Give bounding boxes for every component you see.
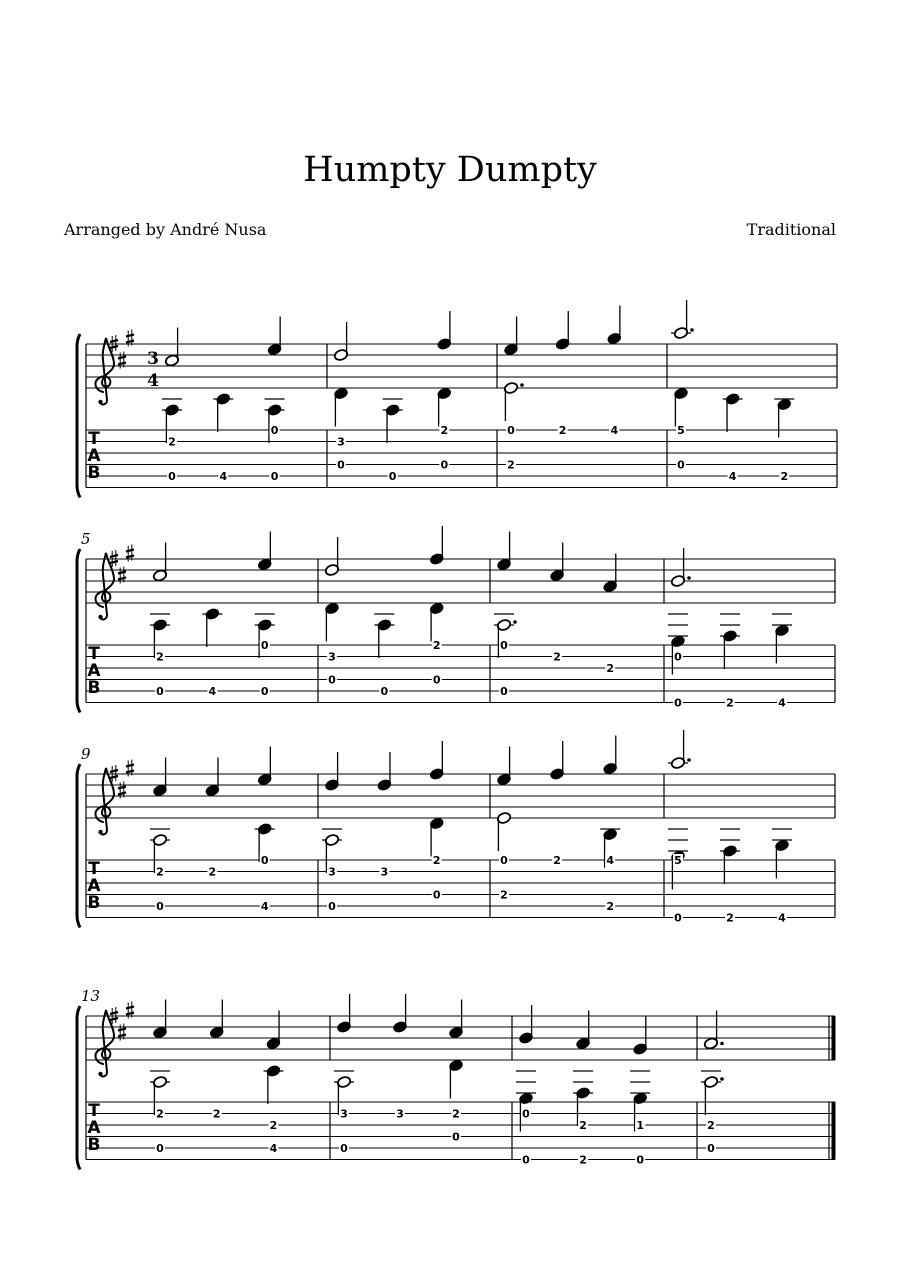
tab-fret-number: 3	[328, 865, 336, 879]
tab-clef-letter: B	[87, 1135, 101, 1155]
tab-fret-number: 5	[677, 424, 685, 437]
tab-fret-number: 0	[328, 900, 336, 913]
tab-clef-letter: B	[87, 678, 101, 698]
tab-fret-number: 4	[728, 470, 737, 483]
tab-fret-number: 0	[674, 696, 682, 710]
tab-fret-number: 2	[707, 1119, 715, 1132]
tab-fret-number: 0	[522, 1107, 530, 1121]
sharp-stroke	[118, 793, 126, 795]
tab-fret-number: 4	[208, 685, 217, 698]
sharp-stroke	[118, 363, 126, 365]
tab-fret-number: 2	[269, 1119, 278, 1132]
tab-fret-number: 2	[553, 650, 561, 664]
sharp-stroke	[110, 346, 118, 348]
sharp-stroke	[118, 357, 126, 359]
tab-fret-number: 0	[432, 673, 441, 687]
sharp-stroke	[126, 1013, 134, 1015]
system-2-m3-lower-1-dot	[513, 620, 517, 624]
tab-fret-number: 0	[636, 1153, 645, 1167]
system-bracket	[77, 764, 80, 928]
system-4-m4-upper-1-dot	[720, 1042, 724, 1046]
tab-fret-number: 2	[780, 470, 789, 483]
measure-number: 5	[81, 530, 91, 548]
tab-fret-number: 2	[606, 662, 615, 675]
sharp-stroke	[126, 1007, 134, 1009]
arranger-credit: Arranged by André Nusa	[64, 220, 267, 239]
sharp-stroke	[118, 572, 126, 574]
tab-fret-number: 2	[156, 865, 164, 879]
sharp-stroke	[110, 340, 118, 342]
system-3-m4-upper-1-dot	[687, 758, 691, 762]
system-1-m3-lower-1-dot	[520, 383, 524, 387]
tab-fret-number: 0	[388, 470, 397, 483]
tab-fret-number: 0	[440, 458, 449, 472]
tab-fret-number: 0	[260, 685, 269, 698]
tab-fret-number: 2	[168, 435, 176, 449]
tab-fret-number: 2	[208, 865, 217, 879]
sharp-stroke	[118, 1029, 126, 1031]
tab-fret-number: 0	[452, 1130, 460, 1144]
tab-fret-number: 0	[674, 650, 682, 664]
tab-fret-number: 0	[507, 424, 515, 437]
composer-credit: Traditional	[746, 220, 836, 239]
measure-number: 9	[81, 745, 91, 763]
tab-fret-number: 3	[380, 865, 389, 879]
tab-fret-number: 2	[726, 911, 734, 925]
tab-fret-number: 2	[726, 696, 734, 710]
tab-clef-letter: A	[87, 1118, 101, 1138]
tab-fret-number: 2	[432, 854, 441, 867]
tab-fret-number: 3	[396, 1107, 404, 1121]
tab-fret-number: 4	[610, 424, 619, 437]
sharp-stroke	[126, 335, 134, 337]
sharp-stroke	[118, 1035, 126, 1037]
tab-fret-number: 0	[432, 888, 441, 902]
tab-fret-number: 4	[269, 1142, 278, 1155]
tab-fret-number: 2	[507, 458, 515, 472]
tab-fret-number: 0	[380, 685, 389, 698]
treble-clef-tail	[98, 830, 102, 834]
tab-fret-number: 0	[337, 458, 345, 472]
score-title: Humpty Dumpty	[303, 150, 597, 190]
system-2-m4-upper-1-dot	[687, 576, 691, 580]
sharp-stroke	[126, 556, 134, 558]
sharp-stroke	[110, 561, 118, 563]
tab-fret-number: 2	[500, 888, 508, 902]
system-bracket	[77, 549, 80, 713]
tab-fret-number: 0	[270, 424, 279, 437]
tab-fret-number: 0	[260, 854, 269, 867]
tab-fret-number: 2	[212, 1107, 221, 1121]
tab-fret-number: 0	[156, 1142, 164, 1155]
tab-clef-letter: A	[87, 876, 101, 896]
tab-clef-letter: T	[88, 644, 100, 664]
tab-fret-number: 0	[707, 1142, 715, 1155]
sharp-stroke	[118, 787, 126, 789]
tab-fret-number: 2	[579, 1153, 587, 1167]
treble-clef-tail	[98, 400, 102, 404]
system-1-m4-upper-1-dot	[690, 328, 694, 332]
tab-fret-number: 0	[260, 639, 269, 652]
sharp-stroke	[118, 578, 126, 580]
tab-fret-number: 3	[328, 650, 336, 664]
tab-fret-number: 2	[156, 1107, 164, 1121]
tab-fret-number: 3	[337, 435, 345, 449]
tab-fret-number: 3	[340, 1107, 348, 1121]
system-4-m4-lower-1-dot	[720, 1077, 724, 1081]
tab-clef-letter: B	[87, 893, 101, 913]
tab-fret-number: 0	[156, 900, 164, 913]
sharp-stroke	[110, 770, 118, 772]
measure-number: 13	[81, 987, 101, 1005]
tab-fret-number: 1	[636, 1119, 645, 1132]
sharp-stroke	[110, 555, 118, 557]
tab-fret-number: 0	[156, 685, 164, 698]
sharp-stroke	[110, 1012, 118, 1014]
tab-fret-number: 4	[778, 696, 786, 710]
tab-clef-letter: A	[87, 661, 101, 681]
tab-fret-number: 2	[156, 650, 164, 664]
tab-fret-number: 2	[606, 900, 615, 913]
tab-clef-letter: A	[87, 446, 101, 466]
tab-fret-number: 4	[219, 470, 228, 483]
tab-fret-number: 4	[606, 854, 615, 867]
tab-fret-number: 4	[260, 900, 269, 913]
time-signature-numerator: 3	[147, 349, 159, 369]
tab-clef-letter: T	[88, 859, 100, 879]
tab-fret-number: 0	[270, 470, 279, 483]
tab-fret-number: 2	[452, 1107, 460, 1121]
tab-clef-letter: B	[87, 463, 101, 483]
sharp-stroke	[110, 776, 118, 778]
tab-clef-letter: T	[88, 1101, 100, 1121]
sharp-stroke	[126, 771, 134, 773]
tab-fret-number: 0	[500, 639, 508, 652]
sharp-stroke	[126, 341, 134, 343]
tab-fret-number: 2	[440, 424, 449, 437]
sharp-stroke	[110, 1018, 118, 1020]
tab-fret-number: 2	[579, 1119, 587, 1132]
system-bracket	[77, 334, 80, 498]
treble-clef-tail	[98, 1072, 102, 1076]
tab-fret-number: 4	[778, 911, 786, 925]
tab-fret-number: 0	[340, 1142, 348, 1155]
tab-fret-number: 0	[500, 854, 508, 867]
tab-fret-number: 0	[522, 1153, 530, 1167]
tab-fret-number: 2	[558, 424, 567, 437]
tab-fret-number: 0	[674, 911, 682, 925]
tab-fret-number: 2	[432, 639, 441, 652]
tab-clef-letter: T	[88, 429, 100, 449]
time-signature-denominator: 4	[147, 371, 159, 391]
tab-fret-number: 0	[328, 673, 336, 687]
system-bracket	[77, 1006, 80, 1170]
tab-fret-number: 5	[674, 854, 682, 867]
tab-fret-number: 0	[677, 458, 685, 472]
tab-fret-number: 2	[553, 854, 561, 867]
sharp-stroke	[126, 550, 134, 552]
sharp-stroke	[126, 765, 134, 767]
tab-fret-number: 0	[168, 470, 176, 483]
treble-clef-tail	[98, 615, 102, 619]
tab-fret-number: 0	[500, 685, 508, 698]
